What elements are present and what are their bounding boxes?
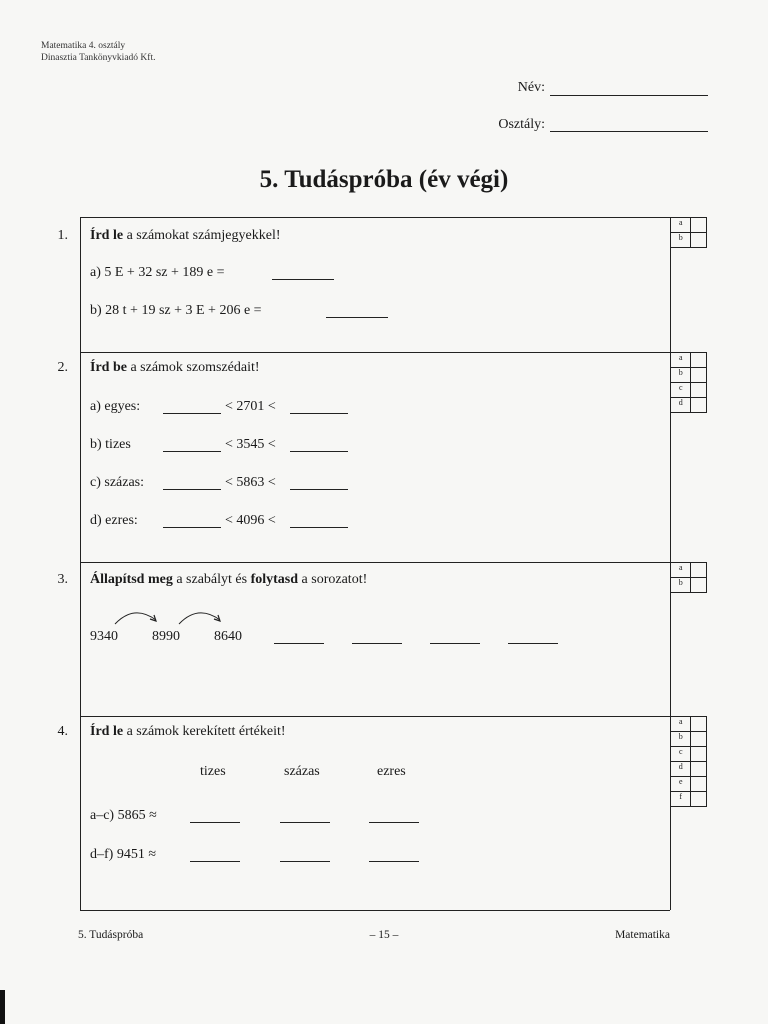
q3-answer-1[interactable] bbox=[274, 643, 324, 644]
score-cell[interactable] bbox=[691, 233, 707, 248]
q2-answer-a-left[interactable] bbox=[163, 413, 221, 414]
score-cell[interactable] bbox=[691, 353, 707, 368]
score-cell[interactable] bbox=[691, 717, 707, 732]
question-number: 4. bbox=[57, 724, 68, 739]
separator-bottom bbox=[80, 910, 670, 911]
page-number: – 15 – bbox=[369, 929, 399, 941]
q4-answer-f[interactable] bbox=[369, 861, 419, 862]
q4-answer-d[interactable] bbox=[190, 861, 240, 862]
q2-instruction-bold: Írd be bbox=[90, 360, 127, 375]
score-cell[interactable] bbox=[691, 732, 707, 747]
q4-answer-c[interactable] bbox=[369, 822, 419, 823]
q3-answer-3[interactable] bbox=[430, 643, 480, 644]
q2-row-c-number: < 5863 < bbox=[225, 475, 276, 490]
score-label: b bbox=[671, 368, 691, 383]
score-label: d bbox=[671, 762, 691, 777]
q2-instruction bbox=[90, 360, 260, 376]
score-cell[interactable] bbox=[691, 398, 707, 413]
q2-row-b-number: < 3545 < bbox=[225, 437, 276, 452]
q4-instruction bbox=[90, 724, 286, 740]
sequence-arrow-icon bbox=[176, 608, 226, 628]
q2-answer-d-left[interactable] bbox=[163, 527, 221, 528]
q2-answer-d-right[interactable] bbox=[290, 527, 348, 528]
q3-answer-2[interactable] bbox=[352, 643, 402, 644]
score-label: a bbox=[671, 563, 691, 578]
scan-edge-mark bbox=[0, 990, 5, 1024]
class-label: Osztály: bbox=[498, 117, 545, 132]
q2-row-a-number: < 2701 < bbox=[225, 399, 276, 414]
q2-answer-c-left[interactable] bbox=[163, 489, 221, 490]
q4-answer-a[interactable] bbox=[190, 822, 240, 823]
q3-instruction-bold-1: Állapítsd meg bbox=[90, 572, 173, 587]
q1-item-b: b) 28 t + 19 sz + 3 E + 206 e = bbox=[90, 303, 262, 318]
score-cell[interactable] bbox=[691, 578, 707, 593]
q3-instruction-mid: a szabályt és bbox=[176, 572, 248, 587]
q2-row-a-label: a) egyes: bbox=[90, 399, 141, 414]
q2-answer-b-right[interactable] bbox=[290, 451, 348, 452]
score-cell[interactable] bbox=[691, 792, 707, 807]
q2-score-box bbox=[670, 352, 707, 413]
q1-instruction-bold: Írd le bbox=[90, 228, 124, 243]
q4-header-ezres: ezres bbox=[377, 764, 406, 779]
publisher-line-2: Dinasztia Tankönyvkiadó Kft. bbox=[41, 53, 156, 63]
score-label: c bbox=[671, 383, 691, 398]
score-label: a bbox=[671, 353, 691, 368]
q4-answer-b[interactable] bbox=[280, 822, 330, 823]
question-number: 1. bbox=[57, 228, 68, 243]
q1-score-box bbox=[670, 217, 707, 248]
q2-answer-a-right[interactable] bbox=[290, 413, 348, 414]
q2-row-d-label: d) ezres: bbox=[90, 513, 138, 528]
q4-answer-e[interactable] bbox=[280, 861, 330, 862]
score-label: c bbox=[671, 747, 691, 762]
score-cell[interactable] bbox=[691, 563, 707, 578]
page-title: 5. Tudáspróba (év végi) bbox=[259, 166, 509, 193]
sequence-arrow-icon bbox=[112, 608, 162, 628]
q1-item-a: a) 5 E + 32 sz + 189 e = bbox=[90, 265, 225, 280]
publisher-info bbox=[41, 40, 155, 64]
frame-left bbox=[80, 217, 81, 910]
question-number: 2. bbox=[57, 360, 68, 375]
q1-answer-a[interactable] bbox=[272, 279, 334, 280]
q1-instruction bbox=[90, 228, 281, 244]
q3-instruction bbox=[90, 572, 367, 588]
separator-top bbox=[80, 217, 670, 218]
q2-row-d-number: < 4096 < bbox=[225, 513, 276, 528]
score-label: e bbox=[671, 777, 691, 792]
q1-instruction-rest: a számokat számjegyekkel! bbox=[126, 228, 281, 243]
q3-instruction-rest: a sorozatot! bbox=[301, 572, 368, 587]
q4-instruction-rest: a számok kerekített értékeit! bbox=[126, 724, 286, 739]
score-label: a bbox=[671, 218, 691, 233]
q3-answer-4[interactable] bbox=[508, 643, 558, 644]
separator-q1-q2 bbox=[80, 352, 670, 353]
q1-answer-b[interactable] bbox=[326, 317, 388, 318]
q2-instruction-rest: a számok szomszédait! bbox=[130, 360, 260, 375]
q4-header-tizes: tizes bbox=[200, 764, 226, 779]
separator-q2-q3 bbox=[80, 562, 670, 563]
class-field[interactable] bbox=[550, 131, 708, 132]
score-label: f bbox=[671, 792, 691, 807]
publisher-line-1: Matematika 4. osztály bbox=[41, 41, 126, 51]
separator-q3-q4 bbox=[80, 716, 670, 717]
name-label: Név: bbox=[517, 80, 545, 95]
score-label: b bbox=[671, 233, 691, 248]
score-cell[interactable] bbox=[691, 762, 707, 777]
question-number: 3. bbox=[57, 572, 68, 587]
q2-row-b-label: b) tizes bbox=[90, 437, 131, 452]
score-label: b bbox=[671, 578, 691, 593]
footer-right: Matematika bbox=[615, 929, 670, 941]
sequence-term: 8640 bbox=[214, 629, 242, 644]
q2-row-c-label: c) százas: bbox=[90, 475, 145, 490]
sequence-term: 8990 bbox=[152, 629, 180, 644]
q3-score-box bbox=[670, 562, 707, 593]
score-label: b bbox=[671, 732, 691, 747]
sequence-term: 9340 bbox=[90, 629, 118, 644]
q4-row-label: d–f) 9451 ≈ bbox=[90, 847, 157, 862]
score-label: a bbox=[671, 717, 691, 732]
score-cell[interactable] bbox=[691, 777, 707, 792]
q2-answer-c-right[interactable] bbox=[290, 489, 348, 490]
score-cell[interactable] bbox=[691, 747, 707, 762]
q3-instruction-bold-2: folytasd bbox=[250, 572, 299, 587]
q4-row-label: a–c) 5865 ≈ bbox=[90, 808, 157, 823]
name-field[interactable] bbox=[550, 95, 708, 96]
score-label: d bbox=[671, 398, 691, 413]
q4-instruction-bold: Írd le bbox=[90, 724, 124, 739]
q4-score-box bbox=[670, 716, 707, 807]
footer-left: 5. Tudáspróba bbox=[78, 929, 144, 941]
score-cell[interactable] bbox=[691, 218, 707, 233]
score-cell[interactable] bbox=[691, 368, 707, 383]
q4-header-szazas: százas bbox=[284, 764, 320, 779]
q2-answer-b-left[interactable] bbox=[163, 451, 221, 452]
score-cell[interactable] bbox=[691, 383, 707, 398]
